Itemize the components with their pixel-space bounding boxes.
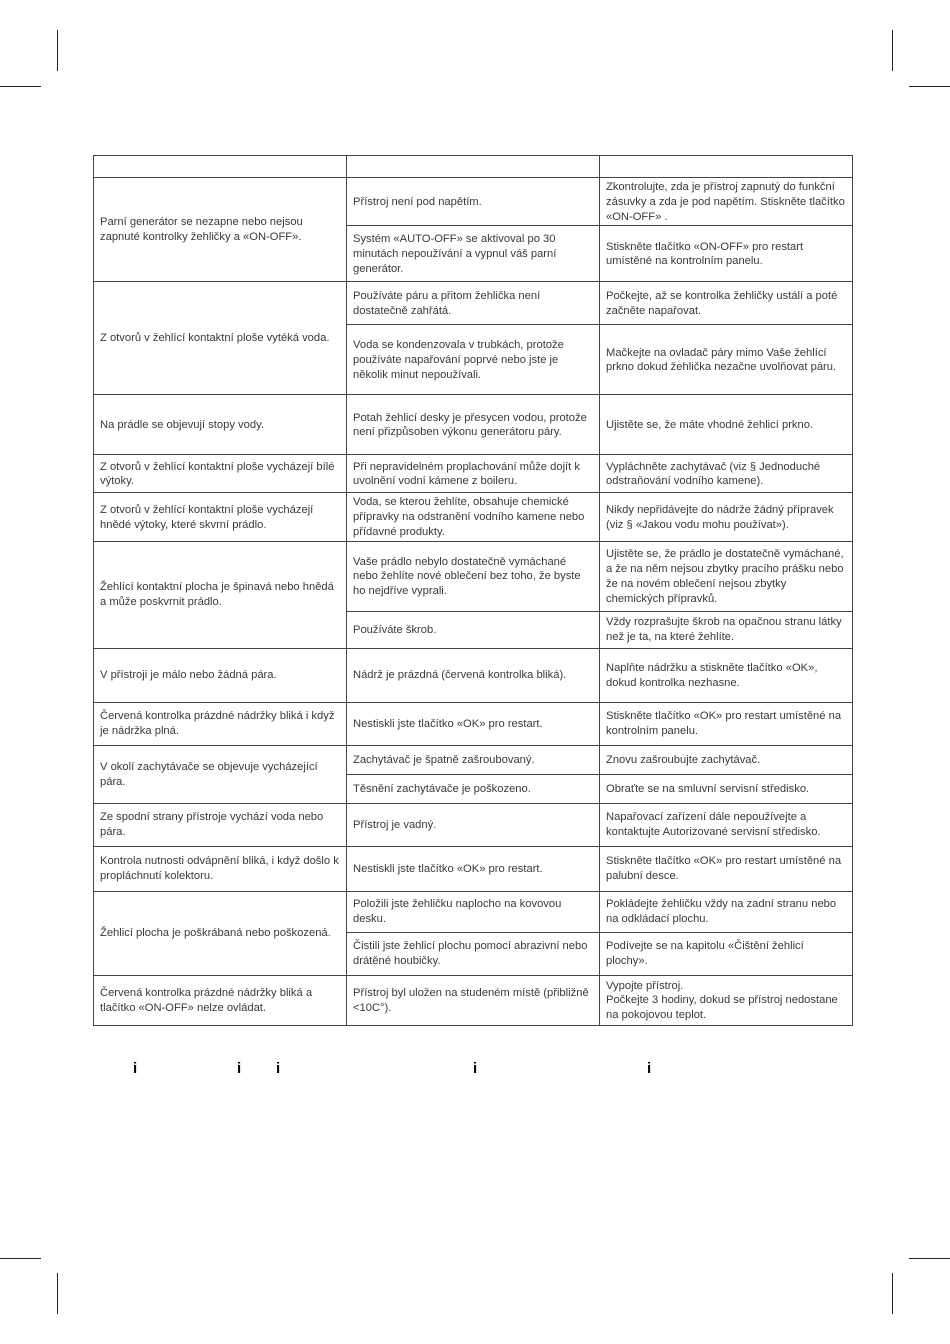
- solution-cell: Vypláchněte zachytávač (viz § Jednoduché odstraňování vodního kamene).: [600, 455, 853, 493]
- table-row: [94, 702, 853, 745]
- cause-cell: Čistili jste žehlicí plochu pomocí abrazivní nebo drátěné houbičky.: [347, 932, 600, 975]
- table-row: [94, 178, 853, 226]
- table-body: [94, 178, 853, 1026]
- cause-cell: Přístroj není pod napětím.: [347, 178, 600, 226]
- problem-cell: V přístroji je málo nebo žádná pára.: [94, 648, 347, 702]
- cause-cell: Voda se kondenzovala v trubkách, protože používáte napařování poprvé nebo jste je několik minut nepoužívali.: [347, 325, 600, 395]
- solution-cell: Pokládejte žehličku vždy na zadní stranu nebo na odkládací plochu.: [600, 891, 853, 932]
- cause-cell: Potah žehlicí desky je přesycen vodou, protože není přizpůsoben výkonu generátoru páry.: [347, 395, 600, 455]
- table-row: [94, 455, 853, 493]
- solution-cell: Stiskněte tlačítko «OK» pro restart umístěné na kontrolním panelu.: [600, 702, 853, 745]
- problem-cell: Kontrola nutnosti odvápnění bliká, i když došlo k propláchnutí kolektoru.: [94, 846, 347, 891]
- footer-mark: i: [276, 1060, 281, 1077]
- crop-mark: [0, 1258, 41, 1259]
- solution-cell: Zkontrolujte, zda je přístroj zapnutý do funkční zásuvky a zda je pod napětím. Stiskněte tlačítko «ON-OFF» .: [600, 178, 853, 226]
- solution-cell: Mačkejte na ovladač páry mimo Vaše žehlící prkno dokud žehlička nezačne uvolňovat páru.: [600, 325, 853, 395]
- problem-cell: Parní generátor se nezapne nebo nejsou zapnuté kontrolky žehličky a «ON-OFF».: [94, 178, 347, 282]
- solution-cell: Ujistěte se, že prádlo je dostatečně vymáchané, a že na něm nejsou zbytky pracího prášku nebo že na novém oblečení nejsou zbytky chemických přípravků.: [600, 541, 853, 611]
- footer-mark: i: [237, 1060, 242, 1077]
- solution-cell: Napařovací zařízení dále nepoužívejte a kontaktujte Autorizované servisní středisko.: [600, 803, 853, 846]
- cause-cell: Položili jste žehličku naplocho na kovovou desku.: [347, 891, 600, 932]
- header-cause: [347, 156, 600, 178]
- table-row: [94, 745, 853, 774]
- problem-cell: Na prádle se objevují stopy vody.: [94, 395, 347, 455]
- table-row: [94, 803, 853, 846]
- cause-cell: Těsnění zachytávače je poškozeno.: [347, 774, 600, 803]
- crop-mark: [892, 30, 893, 71]
- problem-cell: V okolí zachytávače se objevuje vycházející pára.: [94, 745, 347, 803]
- crop-mark: [57, 30, 58, 71]
- cause-cell: Zachytávač je špatně zašroubovaný.: [347, 745, 600, 774]
- cause-cell: Používáte škrob.: [347, 611, 600, 648]
- problem-cell: Červená kontrolka prázdné nádržky bliká i když je nádržka plná.: [94, 702, 347, 745]
- crop-mark: [0, 86, 41, 87]
- crop-mark: [909, 1258, 950, 1259]
- header-problem: [94, 156, 347, 178]
- cause-cell: Nestiskli jste tlačítko «OK» pro restart.: [347, 702, 600, 745]
- cause-cell: Vaše prádlo nebylo dostatečně vymáchané nebo žehlíte nové oblečení bez toho, že byste ho nejdříve vyprali.: [347, 541, 600, 611]
- problem-cell: Z otvorů v žehlící kontaktní ploše vycházejí hnědé výtoky, které skvrní prádlo.: [94, 493, 347, 541]
- footer-marks: [0, 1060, 950, 1080]
- header-solution: [600, 156, 853, 178]
- table-row: [94, 541, 853, 611]
- crop-mark: [909, 86, 950, 87]
- problem-cell: Žehlicí plocha je poškrábaná nebo poškozená.: [94, 891, 347, 975]
- solution-cell: Naplňte nádržku a stiskněte tlačítko «OK», dokud kontrolka nezhasne.: [600, 648, 853, 702]
- crop-mark: [57, 1273, 58, 1314]
- table-row: [94, 395, 853, 455]
- problem-cell: Z otvorů v žehlící kontaktní ploše vycházejí bílé výtoky.: [94, 455, 347, 493]
- solution-cell: Stiskněte tlačítko «ON-OFF» pro restart umístěné na kontrolním panelu.: [600, 226, 853, 282]
- problem-cell: Z otvorů v žehlící kontaktní ploše vytéká voda.: [94, 282, 347, 395]
- table-row: [94, 891, 853, 932]
- table-row: [94, 493, 853, 541]
- cause-cell: Nestiskli jste tlačítko «OK» pro restart.: [347, 846, 600, 891]
- troubleshooting-table: [93, 155, 853, 1026]
- table-row: [94, 648, 853, 702]
- problem-cell: Červená kontrolka prázdné nádržky bliká a tlačítko «ON-OFF» nelze ovládat.: [94, 975, 347, 1025]
- table-row: [94, 846, 853, 891]
- solution-cell: Obraťte se na smluvní servisní středisko.: [600, 774, 853, 803]
- cause-cell: Voda, se kterou žehlíte, obsahuje chemické přípravky na odstranění vodního kamene nebo přídavné produkty.: [347, 493, 600, 541]
- table-header-row: [94, 156, 853, 178]
- solution-cell: Vypojte přístroj. Počkejte 3 hodiny, dokud se přístroj nedostane na pokojovou teplot.: [600, 975, 853, 1025]
- solution-cell: Ujistěte se, že máte vhodné žehlicí prkno.: [600, 395, 853, 455]
- cause-cell: Při nepravidelném proplachování může dojít k uvolnění vodní kámene z boileru.: [347, 455, 600, 493]
- solution-cell: Vždy rozprašujte škrob na opačnou stranu látky než je ta, na které žehlíte.: [600, 611, 853, 648]
- cause-cell: Používáte páru a přitom žehlička není dostatečně zahřátá.: [347, 282, 600, 325]
- footer-mark: i: [133, 1060, 138, 1077]
- solution-cell: Stiskněte tlačítko «OK» pro restart umístěné na palubní desce.: [600, 846, 853, 891]
- crop-mark: [892, 1273, 893, 1314]
- table-row: [94, 282, 853, 325]
- cause-cell: Přístroj byl uložen na studeném místě (přibližně <10C°).: [347, 975, 600, 1025]
- problem-cell: Ze spodní strany přístroje vychází voda nebo pára.: [94, 803, 347, 846]
- cause-cell: Nádrž je prázdná (červená kontrolka bliká).: [347, 648, 600, 702]
- solution-cell: Počkejte, až se kontrolka žehličky ustálí a poté začněte napařovat.: [600, 282, 853, 325]
- solution-cell: Podívejte se na kapitolu «Čištění žehlicí plochy».: [600, 932, 853, 975]
- footer-mark: i: [473, 1060, 478, 1077]
- cause-cell: Přístroj je vadný.: [347, 803, 600, 846]
- solution-cell: Nikdy nepřidávejte do nádrže žádný přípravek (viz § «Jakou vodu mohu používat»).: [600, 493, 853, 541]
- solution-cell: Znovu zašroubujte zachytávač.: [600, 745, 853, 774]
- footer-mark: i: [647, 1060, 652, 1077]
- table-row: [94, 975, 853, 1025]
- cause-cell: Systém «AUTO-OFF» se aktivoval po 30 minutách nepoužívání a vypnul váš parní generátor.: [347, 226, 600, 282]
- problem-cell: Žehlící kontaktní plocha je špinavá nebo hnědá a může poskvrnit prádlo.: [94, 541, 347, 648]
